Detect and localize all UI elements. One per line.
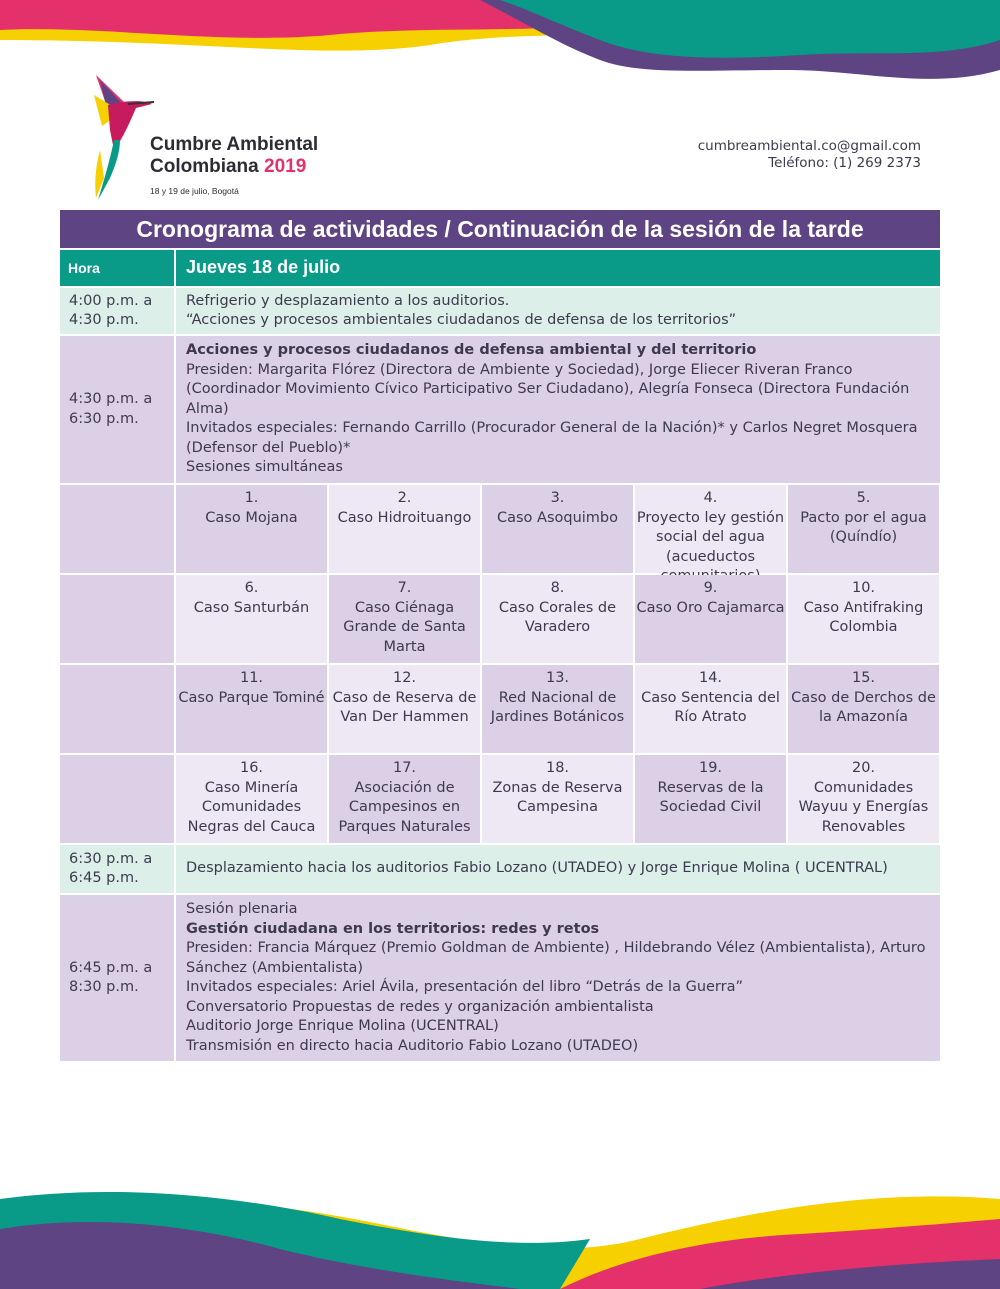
schedule-row-plenaria <box>60 895 940 1061</box>
case-cell <box>329 485 480 573</box>
case-number: 4. <box>703 490 718 506</box>
case-number: 15. <box>851 670 876 686</box>
session-title: Gestión ciudadana en los territorios: redes y retos <box>186 920 600 937</box>
case-cell <box>329 665 480 753</box>
event-logo <box>86 70 356 210</box>
empty-time-cell <box>60 665 176 753</box>
case-number: 12. <box>392 670 417 686</box>
bottom-wave-decoration <box>0 1179 1000 1289</box>
session-title: Acciones y procesos ciudadanos de defensa ambiental y del territorio <box>186 342 757 359</box>
case-title: Red Nacional de Jardines Botánicos <box>490 689 625 725</box>
case-number: 1. <box>244 490 259 506</box>
contact-phone: Teléfono: (1) 269 2373 <box>768 155 921 171</box>
case-number: 13. <box>545 670 570 686</box>
case-cell <box>482 665 633 753</box>
case-row <box>60 755 940 843</box>
case-number: 18. <box>545 760 570 776</box>
case-title: Caso Minería Comunidades Negras del Cauca <box>187 779 316 835</box>
case-row <box>60 485 940 573</box>
schedule-header-row <box>60 250 940 286</box>
case-number: 17. <box>392 760 417 776</box>
logo-year: 2019 <box>264 156 307 177</box>
case-cell <box>329 755 480 843</box>
row-time: 4:30 p.m. a 6:30 p.m. <box>60 336 176 483</box>
case-title: Caso Hidroituango <box>337 509 472 526</box>
schedule-title: Cronograma de actividades / Continuación de la sesión de la tarde <box>60 210 940 248</box>
row-description: Acciones y procesos ciudadanos de defensa ambiental y del territorio Presiden: Margarita Flórez (Directora de Ambiente y Sociedad), Jorge Eliecer Riveran Franco (Coordinador Movimiento Cívico Participativo Ser Ciudadano), Alegría Fonseca (Directora Fundación Alma) Invitados especiales: Fernando Carrillo (Procurador General de la Nación)* y Carlos Negret Mosquera (Defensor del Pueblo)* Sesiones simultáneas <box>176 336 940 483</box>
hummingbird-icon <box>86 70 156 205</box>
logo-dates: 18 y 19 de julio, Bogotá <box>150 186 239 196</box>
day-column-header: Jueves 18 de julio <box>186 257 341 277</box>
schedule-table <box>60 210 940 1061</box>
case-cell <box>635 665 786 753</box>
simultaneous-sessions-grid <box>60 485 940 843</box>
hour-column-header: Hora <box>60 250 176 286</box>
empty-time-cell <box>60 755 176 843</box>
case-title: Caso Asoquimbo <box>496 509 618 526</box>
empty-time-cell <box>60 575 176 663</box>
case-title: Pacto por el agua (Quíndío) <box>800 509 927 545</box>
case-number: 19. <box>698 760 723 776</box>
contact-info <box>698 138 921 172</box>
case-cell <box>176 575 327 663</box>
logo-title-line1: Cumbre Ambiental <box>150 134 319 155</box>
case-number: 16. <box>239 760 264 776</box>
case-title: Caso Corales de Varadero <box>498 599 617 635</box>
case-number: 11. <box>239 670 264 686</box>
case-title: Caso Ciénaga Grande de Santa Marta <box>343 599 466 655</box>
empty-time-cell <box>60 485 176 573</box>
case-cell <box>788 485 939 573</box>
case-cell <box>482 755 633 843</box>
case-cell <box>176 665 327 753</box>
row-time: 6:30 p.m. a 6:45 p.m. <box>60 845 176 893</box>
case-title: Comunidades Wayuu y Energías Renovables <box>798 779 929 835</box>
case-number: 7. <box>397 580 412 596</box>
logo-title-line2: Colombiana 2019 <box>150 156 307 177</box>
case-title: Asociación de Campesinos en Parques Naturales <box>338 779 471 835</box>
case-number: 6. <box>244 580 259 596</box>
case-title: Proyecto ley gestión social del agua (acueductos <box>636 509 785 565</box>
case-title: Zonas de Reserva Campesina <box>492 779 623 815</box>
case-title: Caso Mojana <box>205 509 298 526</box>
case-cell <box>788 575 939 663</box>
row-time: 6:45 p.m. a 8:30 p.m. <box>60 895 176 1061</box>
case-number: 10. <box>851 580 876 596</box>
case-number: 20. <box>851 760 876 776</box>
case-cell <box>788 755 939 843</box>
case-cell <box>635 575 786 663</box>
case-number: 5. <box>856 490 871 506</box>
case-cell <box>176 755 327 843</box>
case-number: 2. <box>397 490 412 506</box>
case-cell <box>788 665 939 753</box>
case-title: Caso de Derchos de la Amazonía <box>791 689 936 725</box>
case-number: 3. <box>550 490 565 506</box>
case-title: Caso Sentencia del Río Atrato <box>641 689 780 725</box>
case-cell <box>329 575 480 663</box>
row-description: Refrigerio y desplazamiento a los auditorios. “Acciones y procesos ambientales ciudadanos de defensa de los territorios” <box>186 292 737 328</box>
case-number: 9. <box>703 580 718 596</box>
case-title: Caso Parque Tominé <box>178 689 325 706</box>
case-cell <box>482 575 633 663</box>
schedule-row-acciones <box>60 336 940 483</box>
case-cell <box>635 485 786 573</box>
case-cell <box>176 485 327 573</box>
schedule-row-refrigerio <box>60 288 940 334</box>
schedule-row-desplazamiento <box>60 845 940 893</box>
case-row <box>60 665 940 753</box>
case-title: Caso Oro Cajamarca <box>636 599 785 616</box>
case-cell <box>635 755 786 843</box>
case-number: 8. <box>550 580 565 596</box>
case-row <box>60 575 940 663</box>
case-cell <box>482 485 633 573</box>
contact-email[interactable]: cumbreambiental.co@gmail.com <box>697 138 921 154</box>
row-description: Desplazamiento hacia los auditorios Fabio Lozano (UTADEO) y Jorge Enrique Molina ( UCENTRAL) <box>186 860 888 877</box>
row-description: Sesión plenaria Gestión ciudadana en los territorios: redes y retos Presiden: Francia Márquez (Premio Goldman de Ambiente) , Hildebrando Vélez (Ambientalista), Arturo Sánchez (Ambientalista) Invitados especiales: Ariel Ávila, presentación del libro “Detrás de la Guerra” Conversatorio Propuestas de redes y organización ambientalista Auditorio Jorge Enrique Molina (UCENTRAL) Transmisión en directo hacia Auditorio Fabio Lozano (UTADEO) <box>176 895 940 1061</box>
case-title: Reservas de la Sociedad Civil <box>657 779 764 815</box>
row-time: 4:00 p.m. a 4:30 p.m. <box>60 288 176 334</box>
case-title: Caso Santurbán <box>193 599 310 616</box>
case-title: Caso de Reserva de Van Der Hammen <box>332 689 477 725</box>
case-title: Caso Antifraking Colombia <box>803 599 924 635</box>
case-number: 14. <box>698 670 723 686</box>
